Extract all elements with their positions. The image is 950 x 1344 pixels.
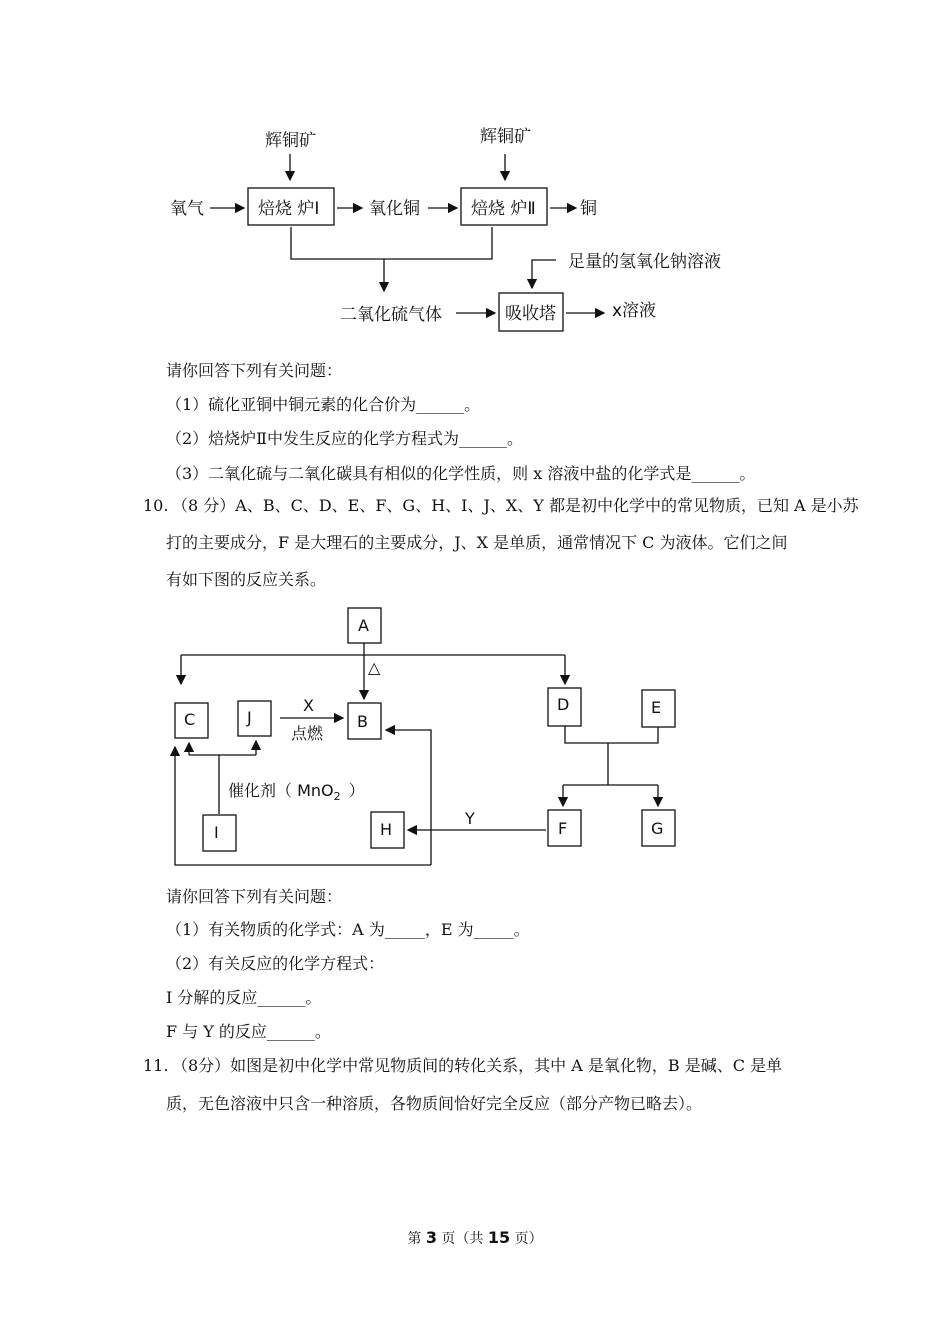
label-C: C [184, 710, 196, 729]
copper-label: 铜 [580, 199, 597, 219]
naoh-label: 足量的氢氧化钠溶液 [568, 252, 721, 272]
copper-process-diagram [0, 110, 950, 350]
furnace-1-label: 焙烧 炉Ⅰ [258, 199, 320, 219]
label-E: E [651, 698, 662, 717]
label-H: H [380, 820, 393, 839]
footer-page-number: 3 [425, 1228, 437, 1247]
q11-text-1: （8分）如图是初中化学中常见物质间的转化关系，其中 A 是氧化物，B 是碱、C 是单 [172, 1056, 783, 1075]
q10-intro: 请你回答下列有关问题： [166, 887, 343, 906]
label-D: D [557, 695, 570, 714]
q10-sub3: I 分解的反应______。 [166, 988, 322, 1007]
label-J: J [247, 708, 252, 727]
q9-intro: 请你回答下列有关问题： [166, 361, 343, 380]
label-I: I [214, 823, 219, 842]
q10-sub1: （1）有关物质的化学式：A 为_____，E 为_____。 [166, 920, 530, 939]
label-F: F [558, 819, 568, 838]
q9-sub1: （1）硫化亚铜中铜元素的化合价为______。 [166, 395, 481, 414]
footer-prefix: 第 [407, 1231, 426, 1247]
label-G: G [651, 819, 664, 838]
box-J [238, 701, 271, 736]
q10-sub4: F 与 Y 的反应______。 [166, 1022, 331, 1041]
heat-symbol: △ [368, 658, 381, 677]
q10-sub2: （2）有关反应的化学方程式： [166, 954, 385, 973]
label-A: A [358, 616, 369, 635]
catalyst-label: 催化剂（ MnO$_2$ ） [228, 781, 365, 803]
box-I [203, 815, 236, 851]
q11-text-2: 质，无色溶液中只含一种溶质，各物质间恰好完全反应（部分产物已略去）。 [166, 1094, 703, 1113]
q10-text-1: （8 分）A、B、C、D、E、F、G、H、I、J、X、Y 都是初中化学中的常见物质，已知 A 是小苏 [172, 496, 859, 515]
x-reagent-label: X [303, 696, 314, 715]
footer-middle: 页（共 [436, 1231, 488, 1247]
x-solution-label: x溶液 [612, 301, 657, 321]
y-reagent-label: Y [465, 809, 475, 828]
ore-label-2: 辉铜矿 [480, 127, 531, 147]
absorber-label: 吸收塔 [505, 304, 556, 324]
ignite-label: 点燃 [291, 724, 324, 743]
reaction-diagram [0, 600, 950, 875]
oxygen-label: 氧气 [170, 199, 204, 219]
footer-total-pages: 15 [487, 1228, 511, 1247]
q9-sub3: （3）二氧化硫与二氧化碳具有相似的化学性质，则 x 溶液中盐的化学式是______。 [166, 464, 756, 483]
q10-text-3: 有如下图的反应关系。 [166, 570, 327, 589]
q11-number: 11. [143, 1056, 169, 1075]
q10-text-2: 打的主要成分，F 是大理石的主要成分，J、X 是单质，通常情况下 C 为液体。它们之间 [166, 533, 788, 552]
ore-label-1: 辉铜矿 [265, 131, 316, 151]
furnace-2-label: 焙烧 炉Ⅱ [471, 199, 536, 219]
footer-suffix: 页） [510, 1231, 543, 1247]
label-B: B [357, 712, 368, 731]
q9-sub2: （2）焙烧炉Ⅱ中发生反应的化学方程式为______。 [166, 429, 524, 448]
copper-oxide-label: 氧化铜 [369, 199, 420, 219]
q10-number: 10. [143, 496, 169, 515]
page-footer [0, 1228, 950, 1249]
so2-label: 二氧化硫气体 [340, 305, 442, 325]
